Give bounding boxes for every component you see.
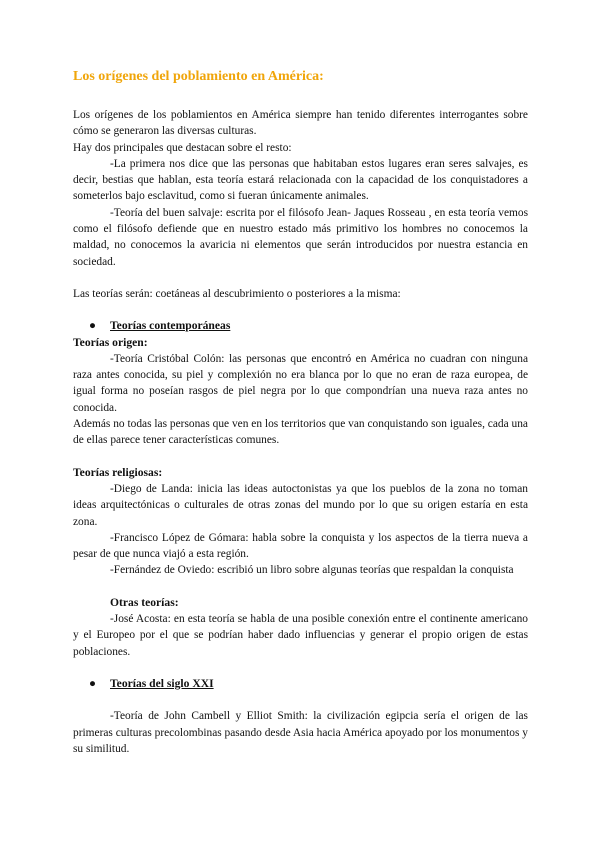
intro-lead: Hay dos principales que destacan sobre el resto:: [73, 141, 292, 154]
oviedo-paragraph: -Fernández de Oviedo: escribió un libro sobre algunas teorías que respaldan la conquista: [110, 564, 514, 577]
section-heading-text: Teorías contemporáneas: [110, 319, 231, 333]
landa-paragraph: -Diego de Landa: inicia las ideas autoctonistas ya que los pueblos de la zona no toman ideas arquitectónicas o culturales de otras zonas del mundo por lo que su origen estaría en esta zona.: [73, 482, 528, 528]
origin-extra-paragraph: Además no todas las personas que ven en los territorios que van conquistando son iguales, cada una de ellas parece tener características comunes.: [73, 418, 528, 447]
acosta-paragraph: -José Acosta: en esta teoría se habla de una posible conexión entre el continente americano y el Europeo por el que se podrían haber dado influencias y generar el propio origen de estas poblaciones.: [73, 613, 528, 658]
section-contemporary-heading: [73, 318, 528, 334]
good-savage-paragraph: -Teoría del buen salvaje: escrita por el filósofo Jean- Jaques Rosseau , en esta teoría vemos como el filósofo defiende que en nuestro estado más primitivo los hombres no conocemos la maldad, no conocemos la avaricia ni elementos que serán introducidos por nuestra estancia en sociedad.: [73, 206, 528, 268]
intro-paragraph: Los orígenes de los poblamientos en América siempre han tenido diferentes interrogantes sobre cómo se generaron las diversas culturas.: [73, 109, 528, 138]
gomara-paragraph: -Francisco López de Gómara: habla sobre la conquista y los aspectos de la tierra nueva a pesar de que nunca viajó a esta región.: [73, 531, 528, 561]
cambell-smith-paragraph: -Teoría de John Cambell y Elliot Smith: la civilización egipcia sería el origen de las primeras culturas precolombinas pasando desde Asia hacia América apoyado por los monumentos y su similitud.: [73, 710, 528, 755]
theories-intro: Las teorías serán: coetáneas al descubrimiento o posteriores a la misma:: [73, 287, 401, 300]
colon-theory-paragraph: -Teoría Cristóbal Colón: las personas que encontró en América no cuadran con ninguna raza antes conocida, su piel y complexión no era blanca por lo que no eran de raza europea, de igual forma no poseían rasgos de piel negra por lo que compondrían una nueva raza antes no conocida.: [73, 352, 528, 414]
bullet-icon: ●: [89, 319, 97, 333]
section-xxi-heading: [73, 676, 528, 692]
religious-theories-heading: Teorías religiosas:: [73, 465, 163, 479]
section-heading-text: Teorías del siglo XXI: [110, 676, 214, 690]
savage-theory-paragraph: -La primera nos dice que las personas que habitaban estos lugares eran seres salvajes, es decir, bestias que hablan, esta teoría estará relacionada con la capacidad de los conquistadores a someterlos bajo esclavitud, como si fueran únicamente animales.: [73, 157, 528, 203]
bullet-icon: ●: [89, 676, 97, 690]
origin-theories-heading: Teorías origen:: [73, 335, 148, 349]
document-title: Los orígenes del poblamiento en América:: [73, 69, 324, 84]
other-theories-heading: Otras teorías:: [110, 595, 179, 609]
